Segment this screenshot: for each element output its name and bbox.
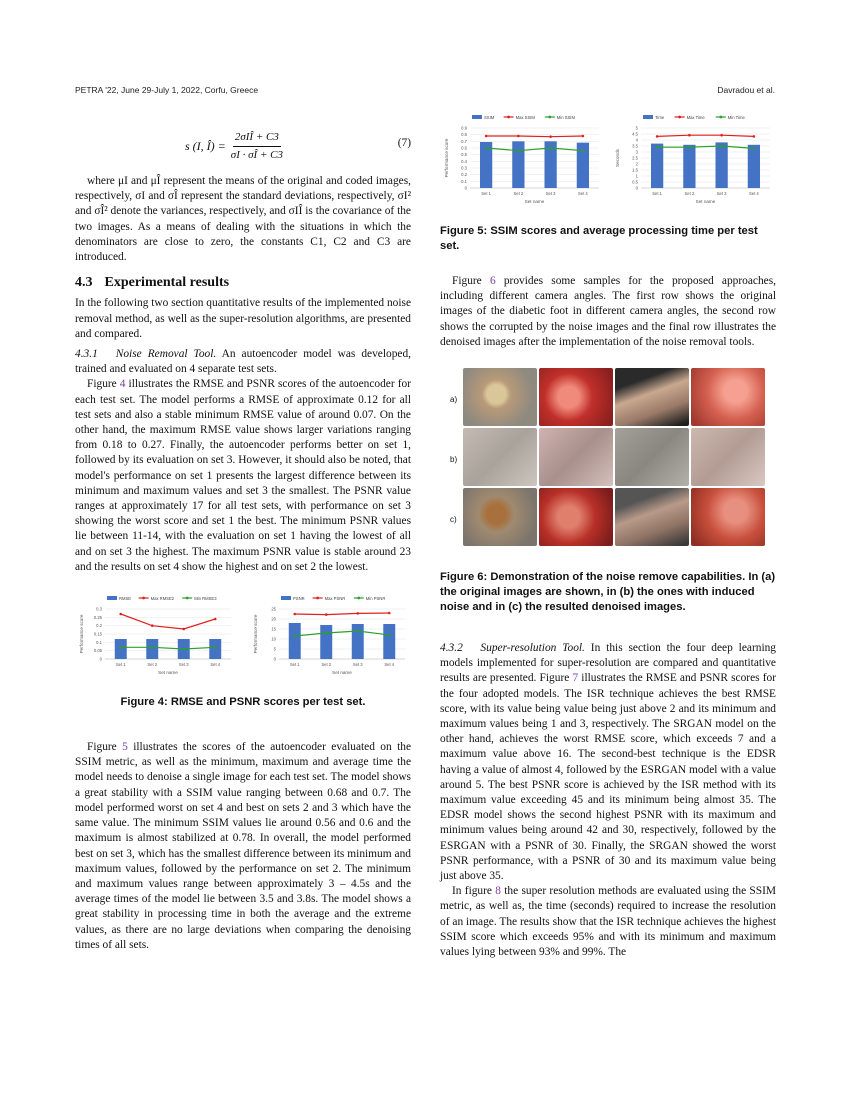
- series-line: [121, 614, 216, 629]
- figure-4: [75, 591, 411, 681]
- x-axis-label: Set name: [524, 199, 545, 204]
- legend-swatch: [281, 596, 291, 600]
- figure-4-caption: Figure 4: RMSE and PSNR scores per test set.: [120, 696, 366, 709]
- data-point: [356, 630, 359, 633]
- legend-marker: [186, 597, 189, 600]
- y-tick-label: 0.9: [461, 125, 467, 131]
- data-point: [293, 635, 296, 638]
- legend-marker: [507, 116, 510, 119]
- noisy-photo-1: [463, 428, 537, 486]
- y-tick-label: 0: [464, 185, 467, 191]
- paragraph: 4.3.1 Noise Removal Tool. An autoencoder model was developed, trained and evaluated on 4 separate test sets.: [75, 348, 412, 376]
- y-tick-label: 4: [635, 137, 638, 143]
- rmse-chart: [75, 591, 237, 681]
- x-tick-label: Set 4: [577, 191, 588, 196]
- x-tick-label: Set 4: [384, 662, 395, 668]
- y-axis-label: Performance score: [444, 138, 449, 178]
- denoised-photo-4: [691, 488, 765, 546]
- series-line: [657, 135, 754, 136]
- x-tick-label: Set 3: [716, 191, 727, 196]
- paragraph: 4.3.2 Super-resolution Tool. In this section the four deep learning models implemented for super-resolution are compared and quantitative results are presented. Figure 7 illustrates the RMSE and PSNR scores for the four adopted models. The ISR technique achieves the best RMSE score, with its value being value being just above 2 and its minimum and maximum values being 1 and 3, respectively. The SRGAN model on the other hand, achieves the worst RMSE score, which exceeds 7 and a maximum value above 16. The second-best technique is the EDSR having a value of almost 4, followed by the ESRGAN model with a value around 5. The best PSNR score is achieved by the ISR method with its maximum value exceeding 45 and its minimum being almost 35. The EDSR model shows the second highest PSNR with its maximum and minimum values being around 42 and 30, respectively, followed by the ESRGAN with a PSNR of 30. Finally, the SRGAN showed the worst PSNR performance, with a PSNR of 30 and its maximum value being just above 35.: [440, 642, 777, 883]
- y-tick-label: 0: [635, 185, 638, 191]
- series-line: [121, 647, 216, 649]
- figure-link[interactable]: 8: [495, 885, 501, 898]
- y-axis-label: Performance score: [253, 614, 258, 654]
- y-tick-label: 0.25: [93, 614, 102, 620]
- bar: [115, 639, 127, 659]
- data-point: [151, 624, 154, 627]
- figure-link[interactable]: 4: [119, 378, 126, 391]
- data-point: [688, 146, 691, 149]
- ssim-chart: [440, 110, 605, 210]
- x-tick-label: Set 1: [289, 662, 300, 668]
- legend-marker: [357, 597, 360, 600]
- data-point: [485, 135, 488, 138]
- data-point: [356, 612, 359, 615]
- paragraph: In the following two section quantitative results of the implemented noise removal method, as well as the super-resolution algorithms, are presented and compared.: [75, 297, 411, 340]
- data-point: [582, 135, 585, 138]
- y-tick-label: 0.1: [461, 178, 467, 184]
- y-tick-label: 0.5: [632, 179, 638, 185]
- data-point: [720, 145, 723, 148]
- bar: [512, 141, 524, 188]
- data-point: [119, 646, 122, 649]
- legend-label: Min RMSE3: [194, 596, 217, 602]
- bar: [651, 144, 663, 188]
- y-axis-label: Performance score: [79, 614, 84, 654]
- bar: [715, 142, 727, 188]
- figure-link[interactable]: 5: [122, 741, 128, 754]
- equation-numerator: 2σIÎ + C3: [233, 130, 281, 147]
- y-tick-label: 0.2: [461, 172, 467, 178]
- y-tick-label: 1.5: [632, 167, 638, 173]
- legend-label: Time: [655, 115, 665, 120]
- series-line: [486, 148, 583, 151]
- original-photo-1: [463, 368, 537, 426]
- paragraph: Figure 6 provides some samples for the proposed approaches, including different camera angles. The first row shows the original images of the diabetic foot in different camera angles, the second row shows the corrupted by the noise images and the final row illustrates the denoised images after the implementation of the noise removal tools.: [440, 275, 776, 348]
- figure-5-caption: Figure 5: SSIM scores and average processing time per test set.: [440, 225, 758, 252]
- data-point: [753, 135, 756, 138]
- bar: [320, 625, 332, 659]
- legend-label: Min PSNR: [365, 596, 386, 602]
- series-line: [295, 631, 390, 636]
- y-tick-label: 5: [273, 646, 276, 652]
- bar: [146, 639, 158, 659]
- legend-label: Min SSIM: [556, 115, 575, 120]
- running-header-left: PETRA '22, June 29-July 1, 2022, Corfu, Greece: [75, 85, 259, 95]
- paragraph: Figure 5 illustrates the scores of the autoencoder evaluated on the SSIM metric, as well as the minimum, maximum and average time the model needs to denoise a single image for each test set. The model shows a great stability with a SSIM value ranging between 0.68 and 0.7. The model performed worst on set 4 and best on sets 2 and 3 which have the same value. The minimum SSIM values lie around 0.56 and 0.6 and the maximum is almost stabilized at 0.78. In overall, the model performed best on set 3, which has the smallest difference between its minimum and maximum values, followed by the performance on set 2. The minimum and maximum values range between approximately 3 – 4.5s and the average times of the model lie between 3.5 and 3.8s. The model shows a great stability in processing time in both the average and the extreme values, as there are no large deviations when comparing the denoising times of all sets.: [75, 741, 412, 951]
- legend-swatch: [472, 115, 482, 119]
- paragraph: Figure 4 illustrates the RMSE and PSNR scores of the autoencoder for each test set. The model performs a RMSE of approximate 0.12 for all test sets and also a stable minimum RMSE value of around 0.07. On the other hand, the maximum RMSE value shows larger variations ranging from 0.18 to 0.27. Finally, the autoencoder performs better on set 1, followed by its evaluation on set 3. However, it should also be noted, that model's performance on set 1 presents the largest difference between its minimum and maximum values and set 3 the smallest. The PSNR value ranges at approximately 17 for all test sets, with performance on set 3 showing the worst score and set 1 the best. The minimum PSNR values lie between 11-14, with the evaluation on set 1 having the lowest of all and on set 3 the highest. The maximum PSNR value is stable around 23 and the results on set 4 show the highest and on set 2 the lowest.: [75, 378, 411, 573]
- y-tick-label: 0: [273, 656, 276, 662]
- y-tick-label: 0: [99, 656, 102, 662]
- bar: [383, 624, 395, 659]
- data-point: [517, 135, 520, 138]
- data-point: [151, 646, 154, 649]
- denoised-photo-1: [463, 488, 537, 546]
- subsection-heading: 4.3.1 Noise Removal Tool.: [75, 348, 217, 361]
- y-tick-label: 0.15: [93, 631, 102, 637]
- x-tick-label: Set 1: [652, 191, 663, 196]
- data-point: [656, 146, 659, 149]
- legend-label: PSNR: [293, 596, 305, 602]
- y-tick-label: 0.3: [461, 165, 467, 171]
- bar: [748, 145, 760, 188]
- y-tick-label: 0.4: [461, 158, 467, 164]
- data-point: [656, 135, 659, 138]
- legend-swatch: [107, 596, 117, 600]
- series-line: [657, 146, 754, 148]
- data-point: [688, 134, 691, 137]
- data-point: [485, 147, 488, 150]
- legend-swatch: [643, 115, 653, 119]
- paragraph: In figure 8 the super resolution methods are evaluated using the SSIM metric, as well as, the time (seconds) required to increase the resolution of an image. The results show that the ISR technique achieves the highest SSIM score which exceeds 95% and with its minimum and maximum values lying between 93% and 99%. The: [440, 885, 776, 959]
- data-point: [325, 632, 328, 635]
- y-tick-label: 0.3: [96, 606, 102, 612]
- denoised-photo-3: [615, 488, 689, 546]
- y-tick-label: 0.6: [461, 145, 467, 151]
- equation-7: [75, 124, 411, 174]
- x-tick-label: Set 1: [115, 662, 126, 668]
- noisy-photo-4: [691, 428, 765, 486]
- figure-6: [440, 368, 776, 556]
- series-line: [486, 136, 583, 137]
- x-axis-label: Set name: [695, 199, 716, 204]
- section-heading: 4.3 Experimental results: [75, 275, 230, 291]
- y-tick-label: 0.1: [96, 639, 102, 645]
- data-point: [582, 149, 585, 152]
- paragraph: where μI and μÎ represent the means of the original and coded images, respectively, σI and σÎ represent the standard deviations, respectively, σI² and σÎ² denote the variances, respectively, and σIÎ is the covariance of the two images. As a means of dealing with the situations in which the denominators are close to zero, the constants C1, C2 and C3 are introduced.: [75, 175, 411, 264]
- data-point: [182, 648, 185, 651]
- bar: [289, 623, 301, 659]
- x-tick-label: Set 1: [481, 191, 492, 196]
- figure-link[interactable]: 7: [572, 672, 579, 685]
- x-tick-label: Set 2: [321, 662, 332, 668]
- data-point: [214, 646, 217, 649]
- data-point: [549, 147, 552, 150]
- original-photo-4: [691, 368, 765, 426]
- legend-label: Max Time: [686, 115, 705, 120]
- x-axis-label: Set name: [332, 670, 352, 676]
- x-tick-label: Set 2: [513, 191, 524, 196]
- bar: [683, 145, 695, 188]
- series-line: [295, 613, 390, 615]
- y-tick-label: 0.5: [461, 152, 467, 158]
- right-column: [440, 110, 776, 960]
- y-tick-label: 4.5: [632, 131, 638, 137]
- y-axis-label: Seconds: [615, 149, 620, 167]
- legend-label: SSIM: [484, 115, 495, 120]
- y-tick-label: 10: [271, 636, 276, 642]
- legend-label: Max PSNR: [324, 596, 346, 602]
- legend-marker: [719, 116, 722, 119]
- y-tick-label: 2: [635, 161, 638, 167]
- data-point: [388, 612, 391, 615]
- y-tick-label: 1: [635, 173, 638, 179]
- noisy-photo-2: [539, 428, 613, 486]
- data-point: [325, 613, 328, 616]
- legend-marker: [316, 597, 319, 600]
- legend-label: RMSE: [119, 596, 132, 602]
- time-chart: [611, 110, 776, 210]
- running-header-right: Davradou et al.: [717, 85, 775, 95]
- original-photo-2: [539, 368, 613, 426]
- data-point: [753, 147, 756, 150]
- x-tick-label: Set 3: [352, 662, 363, 668]
- row-label: b): [450, 455, 458, 465]
- equation-number: (7): [397, 137, 411, 149]
- legend-marker: [142, 597, 145, 600]
- equation-lhs: s (I, Î) =: [185, 139, 226, 154]
- y-tick-label: 5: [635, 125, 638, 131]
- data-point: [182, 628, 185, 631]
- row-label: c): [450, 515, 457, 525]
- bar: [352, 624, 364, 659]
- legend-label: Max SSIM: [515, 115, 535, 120]
- legend-marker: [548, 116, 551, 119]
- y-tick-label: 0.2: [96, 623, 102, 629]
- figure-6-caption: Figure 6: Demonstration of the noise remove capabilities. In (a) the original images are shown, in (b) the ones with induced noise and in (c) the resulted denoised images.: [440, 571, 776, 614]
- x-tick-label: Set 2: [684, 191, 695, 196]
- original-photo-3: [615, 368, 689, 426]
- y-tick-label: 20: [271, 616, 276, 622]
- x-tick-label: Set 4: [748, 191, 759, 196]
- x-tick-label: Set 3: [545, 191, 556, 196]
- legend-marker: [678, 116, 681, 119]
- data-point: [119, 613, 122, 616]
- legend-label: Min Time: [727, 115, 745, 120]
- y-tick-label: 3: [635, 149, 638, 155]
- data-point: [388, 634, 391, 637]
- y-tick-label: 2.5: [632, 155, 638, 161]
- denoised-photo-2: [539, 488, 613, 546]
- y-tick-label: 0.7: [461, 138, 467, 144]
- psnr-chart: [249, 591, 411, 681]
- legend-label: Max RMSE2: [150, 596, 175, 602]
- y-tick-label: 25: [271, 606, 276, 612]
- y-tick-label: 0.05: [93, 648, 102, 654]
- data-point: [720, 134, 723, 137]
- x-tick-label: Set 2: [147, 662, 158, 668]
- left-column: [75, 124, 411, 953]
- x-tick-label: Set 3: [178, 662, 189, 668]
- data-point: [293, 613, 296, 616]
- bar: [209, 639, 221, 659]
- figure-link[interactable]: 6: [489, 275, 496, 287]
- equation-denominator: σI · σÎ + C3: [230, 149, 283, 162]
- noisy-photo-3: [615, 428, 689, 486]
- x-axis-label: Set name: [158, 670, 178, 676]
- x-tick-label: Set 4: [210, 662, 221, 668]
- figure-5: [440, 110, 776, 210]
- data-point: [214, 618, 217, 621]
- y-tick-label: 0.8: [461, 132, 467, 138]
- data-point: [549, 135, 552, 138]
- row-label: a): [450, 395, 458, 405]
- data-point: [517, 149, 520, 152]
- y-tick-label: 3.5: [632, 143, 638, 149]
- y-tick-label: 15: [271, 626, 276, 632]
- subsection-heading: 4.3.2 Super-resolution Tool.: [440, 642, 585, 655]
